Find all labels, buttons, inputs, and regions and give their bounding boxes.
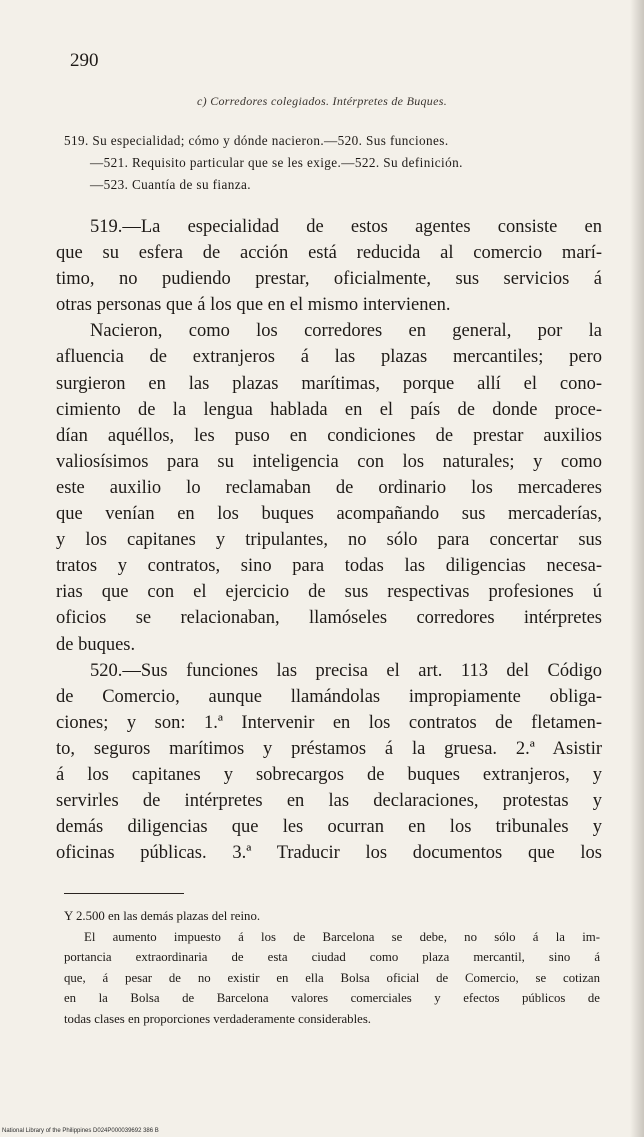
footnote-line: portancia extraordinaria de esta ciudad como plaza mercantil, sino á xyxy=(64,950,600,964)
library-watermark: National Library of the Philippines D024P000039692 386 B xyxy=(2,1128,159,1134)
body-line: á los capitanes y sobrecargos de buques extranjeros, y xyxy=(56,764,602,785)
body-line: timo, no pudiendo prestar, oficialmente, sus servicios á xyxy=(56,269,602,290)
body-line: y los capitanes y tripulantes, no sólo para concertar sus xyxy=(56,530,602,551)
page-number: 290 xyxy=(70,50,99,71)
footnote-line: El aumento impuesto á los de Barcelona se debe, no sólo á la im- xyxy=(84,929,600,944)
body-line: 520.—Sus funciones las precisa el art. 113 del Código xyxy=(90,660,602,681)
body-line: ciones; y son: 1.ª Intervenir en los contratos de fletamen- xyxy=(56,712,602,733)
body-line: rias que con el ejercicio de sus respectivas profesiones ú xyxy=(56,582,602,603)
footnote-divider xyxy=(64,893,184,894)
summary-line: 519. Su especialidad; cómo y dónde nacieron.—520. Sus funciones. xyxy=(64,133,449,148)
body-line: 519.—La especialidad de estos agentes consiste en xyxy=(90,217,602,237)
body-line: surgieron en las plazas marítimas, porque allí el cono- xyxy=(56,373,602,394)
page-edge-shadow xyxy=(630,0,644,1137)
body-line: que venían en los buques acompañando sus mercaderías, xyxy=(56,504,602,525)
body-line: valiosísimos para su inteligencia con los naturales; y como xyxy=(56,451,602,472)
footnote-line: que, á pesar de no existir en ella Bolsa oficial de Comercio, se cotizan xyxy=(64,970,600,985)
body-line: tratos y contratos, sino para todas las diligencias necesa- xyxy=(56,556,602,577)
footnote-line: Y 2.500 en las demás plazas del reino. xyxy=(64,909,261,923)
body-line: de Comercio, aunque llamándolas impropiamente obliga- xyxy=(56,686,602,707)
footnote-line: en la Bolsa de Barcelona valores comerciales y efectos públicos de xyxy=(64,991,600,1005)
footnote xyxy=(64,906,600,1029)
body-line: que su esfera de acción está reducida al comercio marí- xyxy=(56,243,602,264)
body-text xyxy=(56,214,602,866)
body-line: servirles de intérpretes en las declaraciones, protestas y xyxy=(56,791,602,812)
body-line: otras personas que á los que en el mismo intervienen. xyxy=(56,295,451,316)
body-line: demás diligencias que les ocurran en los tribunales y xyxy=(56,817,602,838)
body-line: este auxilio lo reclamaban de ordinario los mercaderes xyxy=(56,477,602,498)
summary-line: —521. Requisito particular que se les exige.—522. Su definición. xyxy=(90,155,463,170)
body-line: cimiento de la lengua hablada en el país de donde proce- xyxy=(56,399,602,420)
body-line: de buques. xyxy=(56,634,136,655)
body-line: oficinas públicas. 3.ª Traducir los documentos que los xyxy=(56,843,602,864)
footnote-line: todas clases en proporciones verdaderamente considerables. xyxy=(64,1011,372,1026)
summary-line: —523. Cuantía de su fianza. xyxy=(90,177,251,192)
body-line: to, seguros marítimos y préstamos á la gruesa. 2.ª Asistir xyxy=(56,738,602,759)
body-line: dían aquéllos, les puso en condiciones de prestar auxilios xyxy=(56,425,602,446)
body-line: oficios se relacionaban, llamóseles corredores intérpretes xyxy=(56,608,602,629)
body-line: Nacieron, como los corredores en general, por la xyxy=(90,321,602,342)
running-head: c) Corredores colegiados. Intérpretes de Buques. xyxy=(196,94,448,108)
section-summary xyxy=(64,130,598,196)
body-line: afluencia de extranjeros á las plazas mercantiles; pero xyxy=(56,347,602,368)
